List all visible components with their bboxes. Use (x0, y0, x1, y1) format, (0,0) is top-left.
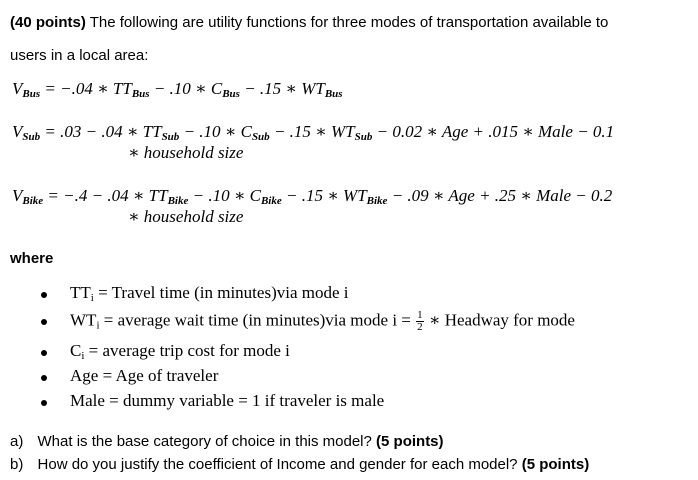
question-a-text: What is the base category of choice in this model? (37, 433, 377, 450)
equation-bike-continuation: ∗ household size (128, 207, 244, 226)
question-b-text: How do you justify the coefficient of Income and gender for each model? (37, 456, 522, 473)
one-half-fraction: $\frac{1}{2}$ (417, 309, 423, 333)
definition-wait-time: $WT_i$ = average wait time (in minutes)via mode i = $\frac{1}{2}$ ∗ Headway for mode (70, 309, 575, 333)
question-b (10, 456, 589, 473)
question-a (10, 433, 444, 450)
bullet-icon (41, 292, 47, 298)
intro-text-1: The following are utility functions for three modes of transportation available to (85, 14, 609, 31)
equation-bike: $V_{Bike} = -.4 - .04$ ∗ $TT_{Bike} - .10$ ∗ $C_{Bike} - .15$ ∗ $WT_{Bike} - .09$ ∗ Age + .25 ∗ Male − 0.2 (12, 186, 613, 207)
intro-line-2: users in a local area: (10, 47, 149, 64)
question-b-label: b) (10, 456, 24, 473)
definition-travel-time: $TT_i$ = Travel time (in minutes)via mode i (70, 283, 349, 304)
equation-bus: $V_{Bus} = -.04$ ∗ $TT_{Bus} - .10$ ∗ $C_{Bus} - .15$ ∗ $WT_{Bus}$ (12, 79, 343, 100)
bullet-icon (41, 350, 47, 356)
where-label: where (10, 250, 54, 267)
bullet-icon (41, 375, 47, 381)
bullet-icon (41, 400, 47, 406)
intro-line-1 (10, 14, 608, 31)
question-a-label: a) (10, 433, 24, 450)
definition-trip-cost: $C_i$ = average trip cost for mode i (70, 341, 290, 362)
equation-sub: $V_{Sub} = .03 - .04$ ∗ $TT_{Sub} - .10$ ∗ $C_{Sub} - .15$ ∗ $WT_{Sub} - 0.02$ ∗ Age + .015 ∗ Male − 0.1 (12, 122, 615, 143)
question-a-points: (5 points) (376, 433, 444, 450)
definition-age: Age = Age of traveler (70, 366, 219, 385)
question-b-points: (5 points) (521, 456, 590, 473)
bullet-icon (41, 319, 47, 325)
points-label: (40 points) (10, 14, 86, 31)
definition-male: Male = dummy variable = 1 if traveler is male (70, 391, 385, 410)
equation-sub-continuation: ∗ household size (128, 143, 244, 162)
